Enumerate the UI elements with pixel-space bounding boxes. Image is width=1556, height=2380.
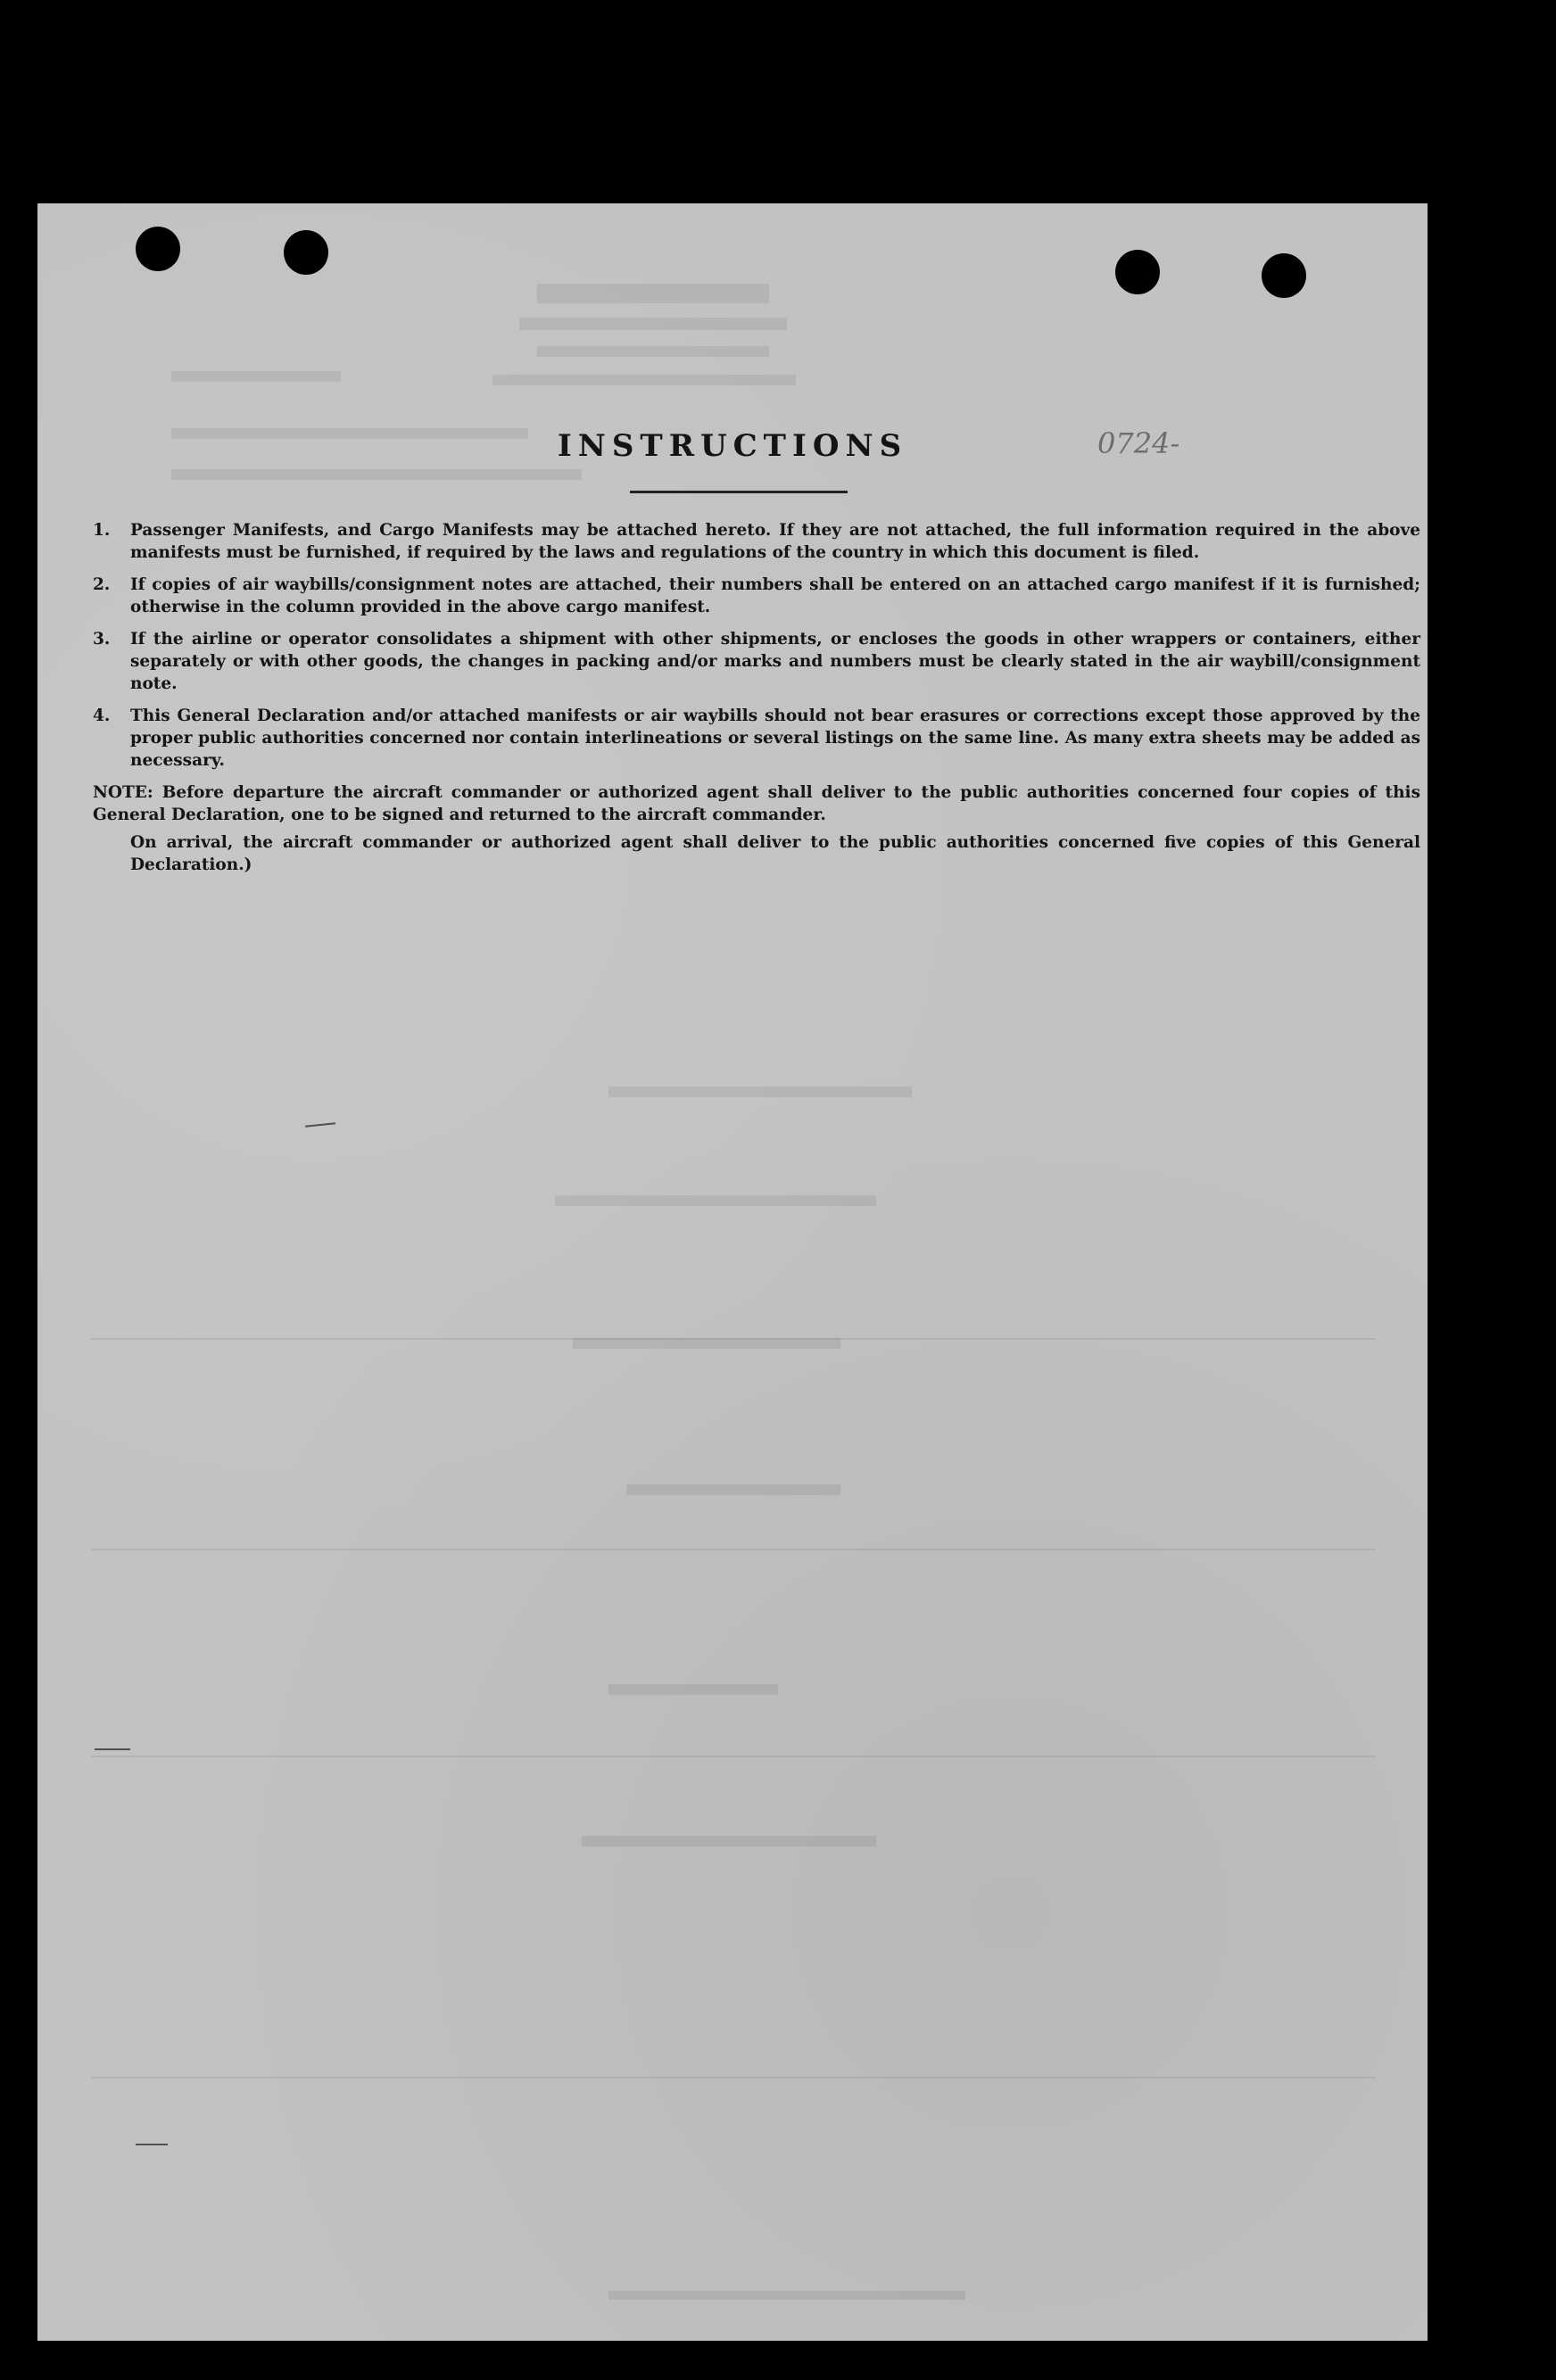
note-continuation: On arrival, the aircraft commander or authorized agent shall deliver to the public authorities concerned five copies of this General Declaration.): [130, 833, 1420, 874]
stray-pen-mark: [95, 1748, 130, 1750]
bleed-through-mark: [91, 1338, 1376, 1340]
instruction-text: If copies of air waybills/consignment notes are attached, their numbers shall be entered on an attached cargo manifest if it is furnished; otherwise in the column provided in the above cargo manifest.: [130, 575, 1420, 616]
instruction-item: [93, 519, 1420, 564]
instruction-item: [93, 574, 1420, 618]
bleed-through-mark: [519, 318, 787, 330]
note-text: Before departure the aircraft commander or authorized agent shall deliver to the public authorities concerned four copies of this General Declaration, one to be signed and returned to the aircraft commander.: [93, 783, 1420, 824]
bleed-through-mark: [91, 1549, 1376, 1550]
bleed-through-mark: [91, 2077, 1376, 2078]
punch-hole: [284, 230, 328, 275]
instruction-number: 3.: [93, 630, 111, 649]
title-underline: [630, 491, 848, 493]
note-label: NOTE:: [93, 783, 153, 802]
punch-hole: [136, 227, 180, 271]
instruction-item: [93, 705, 1420, 772]
bleed-through-mark: [171, 469, 582, 480]
instructions-list: [93, 519, 1420, 876]
bleed-through-mark: [608, 1087, 912, 1097]
handwritten-mark: 0724-: [1097, 426, 1180, 460]
bleed-through-mark: [171, 371, 341, 382]
instructions-title: INSTRUCTIONS: [557, 428, 908, 464]
punch-hole: [1262, 253, 1306, 298]
scanned-page: [37, 203, 1428, 2341]
stray-pen-mark: [136, 2144, 168, 2145]
bleed-through-mark: [555, 1195, 876, 1206]
instruction-item: [93, 628, 1420, 695]
bleed-through-mark: [608, 1684, 778, 1695]
instruction-number: 2.: [93, 575, 111, 594]
bleed-through-mark: [91, 1756, 1376, 1757]
instruction-number: 1.: [93, 521, 111, 540]
stray-pen-mark: [305, 1122, 335, 1128]
bleed-through-mark: [582, 1836, 876, 1847]
instruction-text: Passenger Manifests, and Cargo Manifests may be attached hereto. If they are not attached, the full information required in the above manifests must be furnished, if required by the laws and regulations of the country in which this document is filed.: [130, 521, 1420, 562]
punch-hole: [1115, 250, 1160, 294]
note-paragraph: [93, 781, 1420, 826]
note-block: [93, 781, 1420, 876]
bleed-through-mark: [608, 2291, 965, 2300]
bleed-through-mark: [626, 1484, 840, 1495]
bleed-through-mark: [537, 346, 769, 357]
instruction-text: This General Declaration and/or attached manifests or air waybills should not bear erasures or corrections except those approved by the proper public authorities concerned nor contain interlineations or several listings on the same line. As many extra sheets may be added as necessary.: [130, 707, 1420, 770]
bleed-through-mark: [537, 284, 769, 303]
bleed-through-mark: [492, 375, 796, 385]
instruction-text: If the airline or operator consolidates a shipment with other shipments, or encloses the goods in other wrappers or containers, either separately or with other goods, the changes in packing and/or marks and numbers must be clearly stated in the air waybill/consignment note.: [130, 630, 1420, 693]
instruction-number: 4.: [93, 707, 111, 725]
